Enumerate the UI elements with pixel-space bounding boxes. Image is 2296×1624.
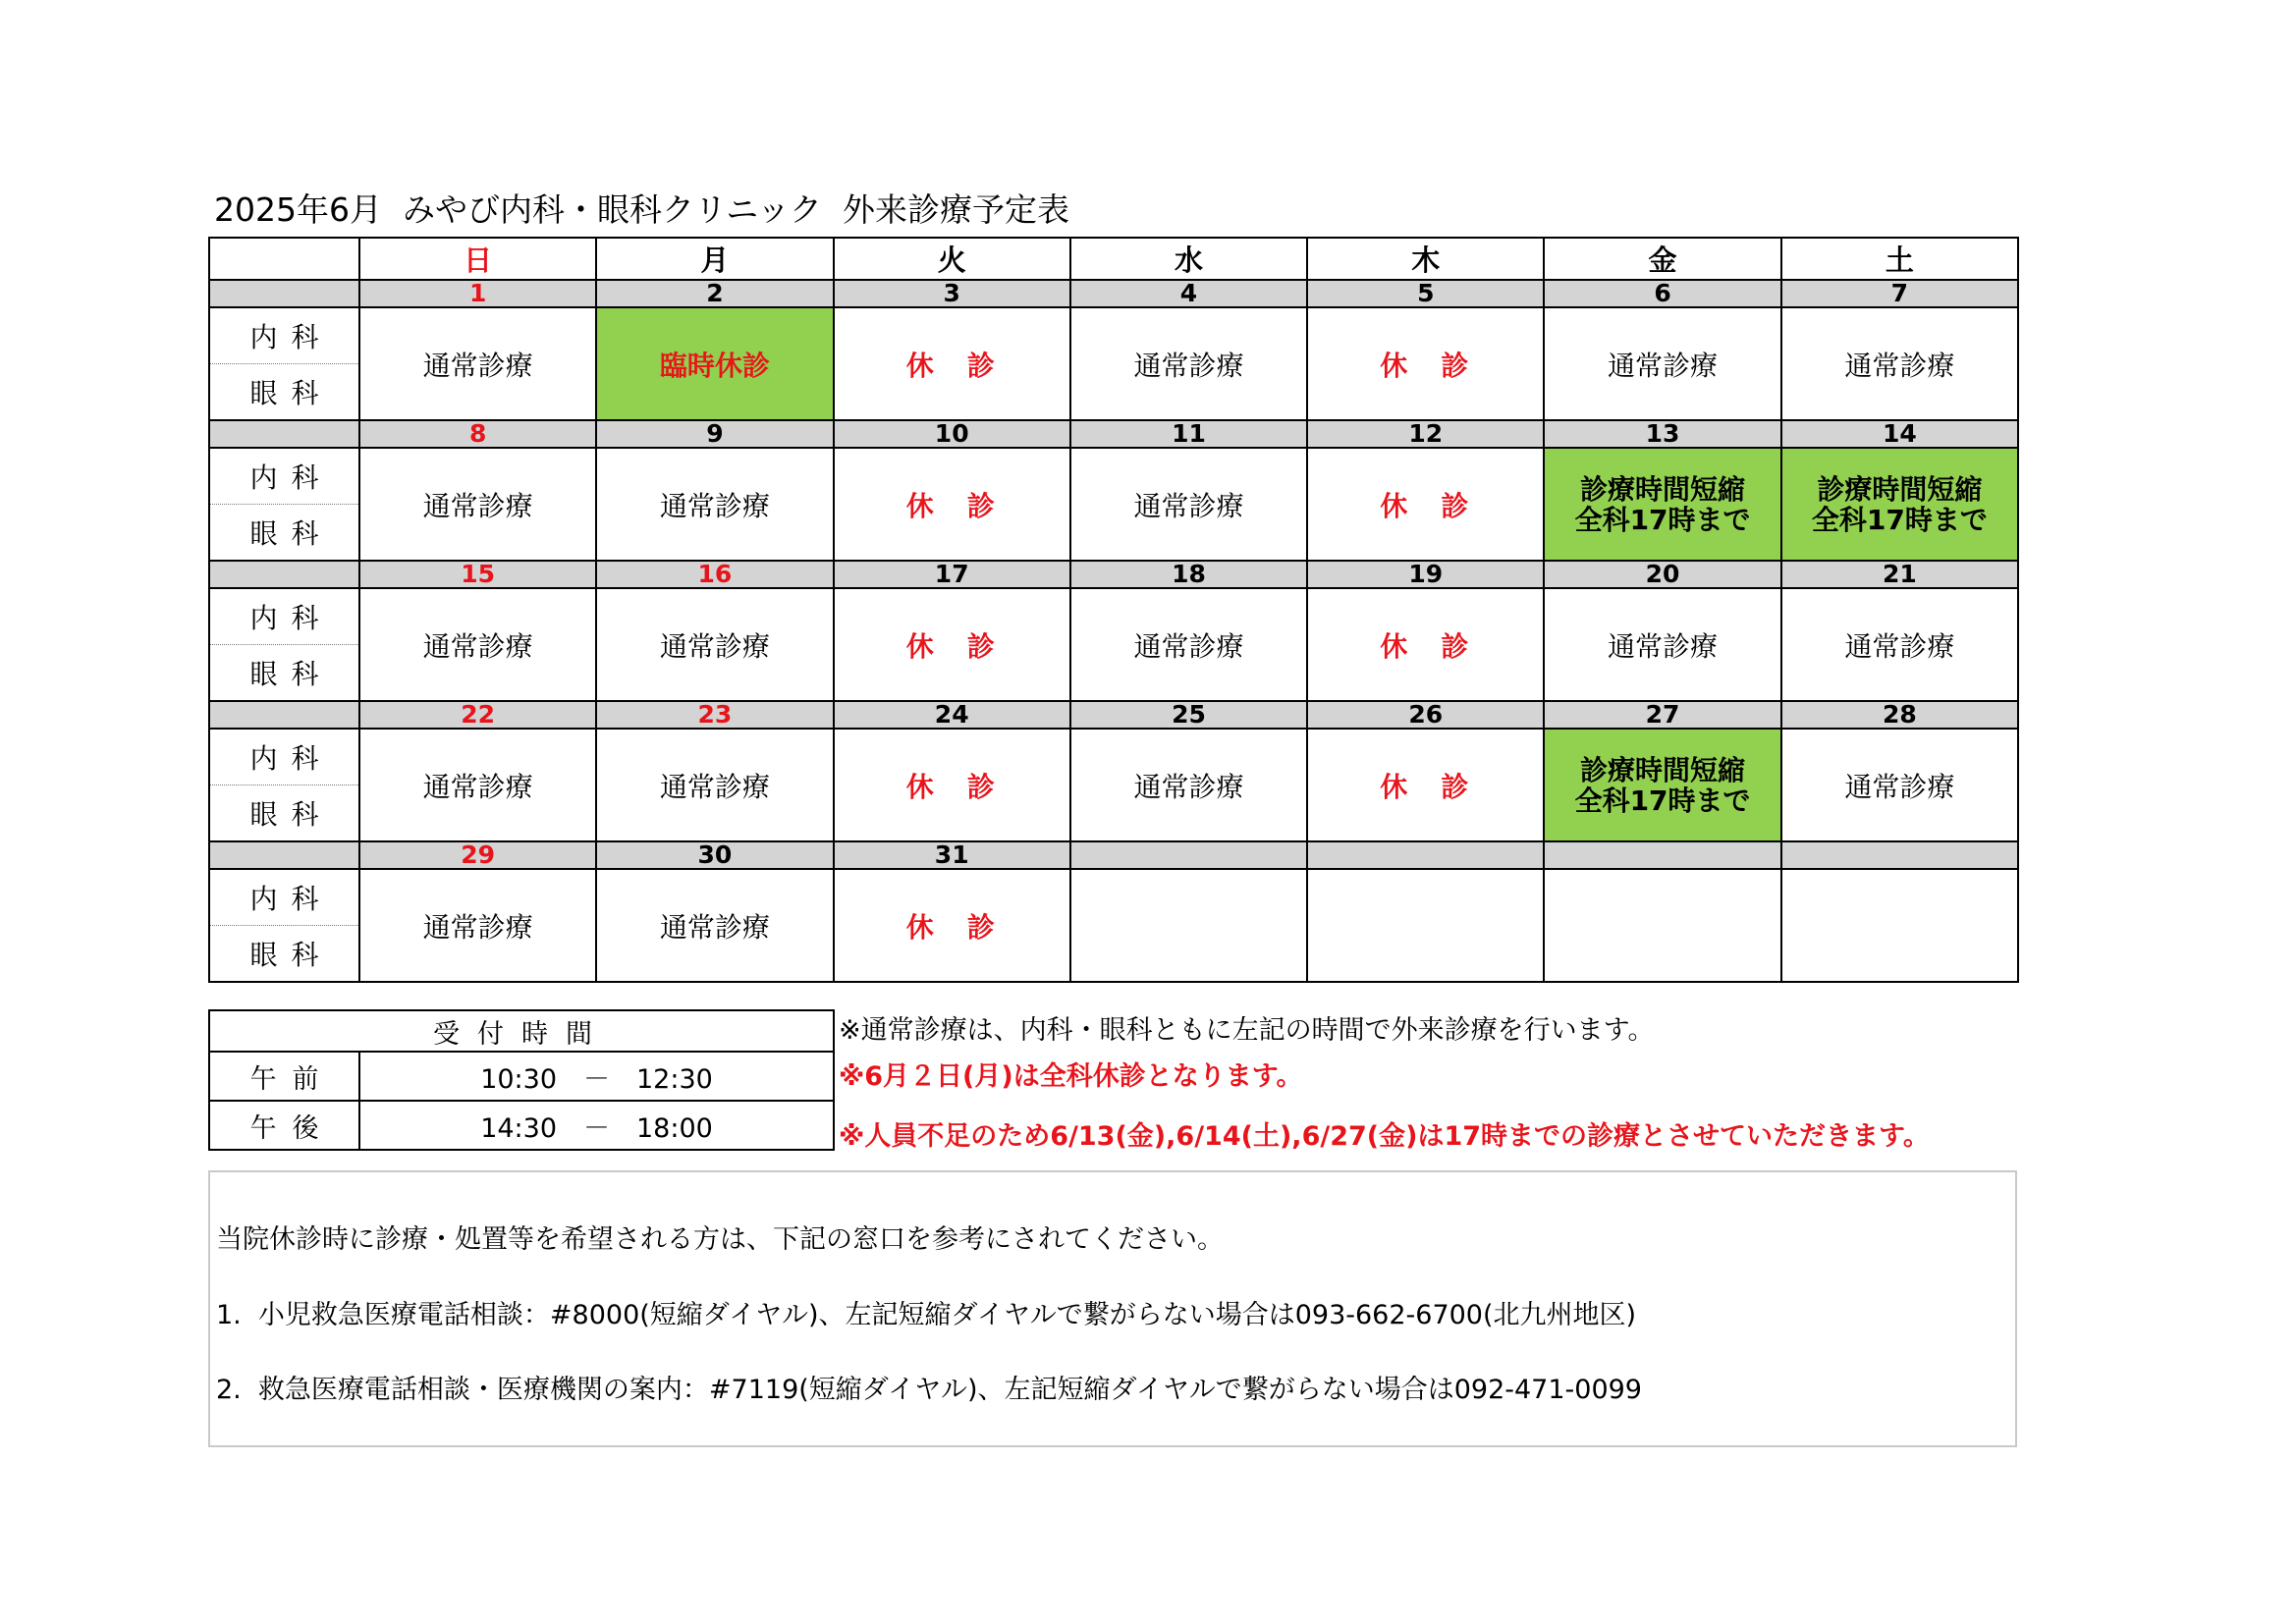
dept-eye-label: 眼科 [249,657,333,690]
schedule-status: 休 診 [905,629,998,663]
dept-eye-label: 眼科 [249,938,333,971]
department-labels [209,729,359,841]
header-corner [209,238,359,280]
schedule-cell [1307,869,1544,982]
schedule-row [209,588,2018,701]
department-labels [209,869,359,982]
date-number: 22 [359,701,596,729]
schedule-status: 通常診療 [1133,489,1244,522]
schedule-status: 臨時休診 [659,349,770,382]
schedule-cell [834,448,1070,561]
schedule-status: 休 診 [1380,770,1472,803]
date-row-label [209,841,359,869]
date-number: 15 [359,561,596,588]
date-number [1544,841,1780,869]
schedule-status: 通常診療 [422,629,533,663]
dept-eye-label: 眼科 [249,376,333,409]
schedule-cell [834,307,1070,420]
schedule-cell [596,588,833,701]
schedule-cell [1307,448,1544,561]
schedule-status: 診療時間短縮 [1817,472,1983,506]
schedule-status-detail: 全科17時まで [1574,503,1751,536]
schedule-cell [834,729,1070,841]
date-number: 11 [1070,420,1307,448]
dept-eye-label: 眼科 [249,516,333,550]
date-number: 28 [1781,701,2018,729]
date-number: 16 [596,561,833,588]
schedule-status: 通常診療 [659,629,770,663]
schedule-cell [1544,869,1780,982]
schedule-cell [359,869,596,982]
dept-internal-label: 内科 [210,731,358,785]
weekday-thu: 木 [1307,238,1544,280]
schedule-row [209,448,2018,561]
schedule-cell [1544,729,1780,841]
schedule-calendar [208,237,2019,983]
dept-internal-label: 内科 [210,871,358,926]
schedule-cell [1544,448,1780,561]
schedule-status: 休 診 [1380,629,1472,663]
date-number: 10 [834,420,1070,448]
schedule-status-detail: 全科17時まで [1574,784,1751,817]
date-number: 3 [834,280,1070,307]
schedule-status: 通常診療 [1844,629,1955,663]
schedule-status: 診療時間短縮 [1580,753,1746,786]
schedule-cell [359,588,596,701]
schedule-cell [1307,588,1544,701]
schedule-cell [1544,588,1780,701]
date-row [209,841,2018,869]
schedule-status: 休 診 [905,910,998,944]
department-labels [209,588,359,701]
hours-morning-label: 午前 [209,1052,359,1101]
date-row-label [209,561,359,588]
date-number: 9 [596,420,833,448]
schedule-cell [834,588,1070,701]
schedule-status: 通常診療 [1133,349,1244,382]
info-intro: 当院休診時に診療・処置等を希望される方は、下記の窓口を参考にされてください。 [216,1224,1224,1255]
date-number: 17 [834,561,1070,588]
schedule-status: 通常診療 [1608,349,1719,382]
schedule-cell [1307,307,1544,420]
schedule-status: 通常診療 [1844,349,1955,382]
schedule-status: 通常診療 [422,349,533,382]
date-row [209,420,2018,448]
schedule-status: 休 診 [905,489,998,522]
schedule-status: 休 診 [905,349,998,382]
schedule-cell [1781,729,2018,841]
date-row [209,701,2018,729]
date-number: 19 [1307,561,1544,588]
date-number: 27 [1544,701,1780,729]
date-number: 24 [834,701,1070,729]
schedule-cell [596,729,833,841]
schedule-status: 通常診療 [659,489,770,522]
schedule-cell [359,729,596,841]
note-shortened-hours: ※人員不足のため6/13(金),6/14(土),6/27(金)は17時までの診療とさせていただきます。 [839,1121,1930,1152]
schedule-status: 通常診療 [659,910,770,944]
dept-internal-label: 内科 [210,309,358,364]
schedule-cell [1070,869,1307,982]
weekday-sat: 土 [1781,238,2018,280]
schedule-row [209,729,2018,841]
weekday-fri: 金 [1544,238,1780,280]
date-number [1070,841,1307,869]
date-number: 1 [359,280,596,307]
hours-afternoon-time: 14:30 － 18:00 [359,1101,834,1150]
date-number: 31 [834,841,1070,869]
info-item-child-emergency: 1. 小児救急医療電話相談：#8000(短縮ダイヤル)、左記短縮ダイヤルで繋がらない場合は093-662-6700(北九州地区) [216,1300,1637,1330]
date-number: 23 [596,701,833,729]
date-row-label [209,701,359,729]
schedule-status: 休 診 [905,770,998,803]
dept-internal-label: 内科 [210,590,358,645]
schedule-status: 通常診療 [422,489,533,522]
date-number: 2 [596,280,833,307]
schedule-status: 通常診療 [1608,629,1719,663]
schedule-cell [1070,588,1307,701]
date-number: 14 [1781,420,2018,448]
schedule-cell [1781,448,2018,561]
schedule-status: 休 診 [1380,489,1472,522]
schedule-cell [359,448,596,561]
date-row [209,561,2018,588]
date-number: 13 [1544,420,1780,448]
schedule-row [209,869,2018,982]
schedule-cell [596,448,833,561]
schedule-status: 通常診療 [1133,770,1244,803]
dept-internal-label: 内科 [210,450,358,505]
date-number: 7 [1781,280,2018,307]
date-number: 5 [1307,280,1544,307]
schedule-cell [1070,729,1307,841]
date-number: 6 [1544,280,1780,307]
weekday-sun: 日 [359,238,596,280]
date-number: 20 [1544,561,1780,588]
schedule-status: 通常診療 [1844,770,1955,803]
hours-title: 受付時間 [209,1010,834,1052]
date-number: 21 [1781,561,2018,588]
date-row [209,280,2018,307]
dept-eye-label: 眼科 [249,797,333,831]
schedule-status: 通常診療 [422,910,533,944]
hours-morning-time: 10:30 － 12:30 [359,1052,834,1101]
weekday-header-row [209,238,2018,280]
date-number: 18 [1070,561,1307,588]
schedule-cell [834,869,1070,982]
schedule-status: 診療時間短縮 [1580,472,1746,506]
note-june2-closed: ※6月２日(月)は全科休診となります。 [839,1061,1303,1092]
schedule-cell [1307,729,1544,841]
reception-hours-table [208,1009,835,1151]
date-row-label [209,280,359,307]
schedule-cell [596,307,833,420]
schedule-status: 休 診 [1380,349,1472,382]
weekday-mon: 月 [596,238,833,280]
date-number: 8 [359,420,596,448]
date-number: 25 [1070,701,1307,729]
schedule-status: 通常診療 [659,770,770,803]
schedule-row [209,307,2018,420]
date-number [1781,841,2018,869]
schedule-cell [1544,307,1780,420]
schedule-cell [359,307,596,420]
date-number: 29 [359,841,596,869]
date-number: 26 [1307,701,1544,729]
page-title: 2025年6月 みやび内科・眼科クリニック 外来診療予定表 [214,190,1069,229]
schedule-cell [1781,869,2018,982]
schedule-cell [596,869,833,982]
date-number [1307,841,1544,869]
schedule-cell [1781,588,2018,701]
schedule-status: 通常診療 [1133,629,1244,663]
schedule-status: 通常診療 [422,770,533,803]
weekday-wed: 水 [1070,238,1307,280]
schedule-cell [1781,307,2018,420]
weekday-tue: 火 [834,238,1070,280]
date-row-label [209,420,359,448]
note-normal-hours: ※通常診療は、内科・眼科ともに左記の時間で外来診療を行います。 [839,1015,1655,1046]
info-item-emergency-consult: 2. 救急医療電話相談・医療機関の案内：#7119(短縮ダイヤル)、左記短縮ダイヤルで繋がらない場合は092-471-0099 [216,1375,1642,1405]
department-labels [209,448,359,561]
hours-afternoon-label: 午後 [209,1101,359,1150]
emergency-info-box [208,1170,2017,1447]
date-number: 30 [596,841,833,869]
schedule-status-detail: 全科17時まで [1811,503,1988,536]
schedule-cell [1070,307,1307,420]
date-number: 4 [1070,280,1307,307]
date-number: 12 [1307,420,1544,448]
department-labels [209,307,359,420]
schedule-cell [1070,448,1307,561]
